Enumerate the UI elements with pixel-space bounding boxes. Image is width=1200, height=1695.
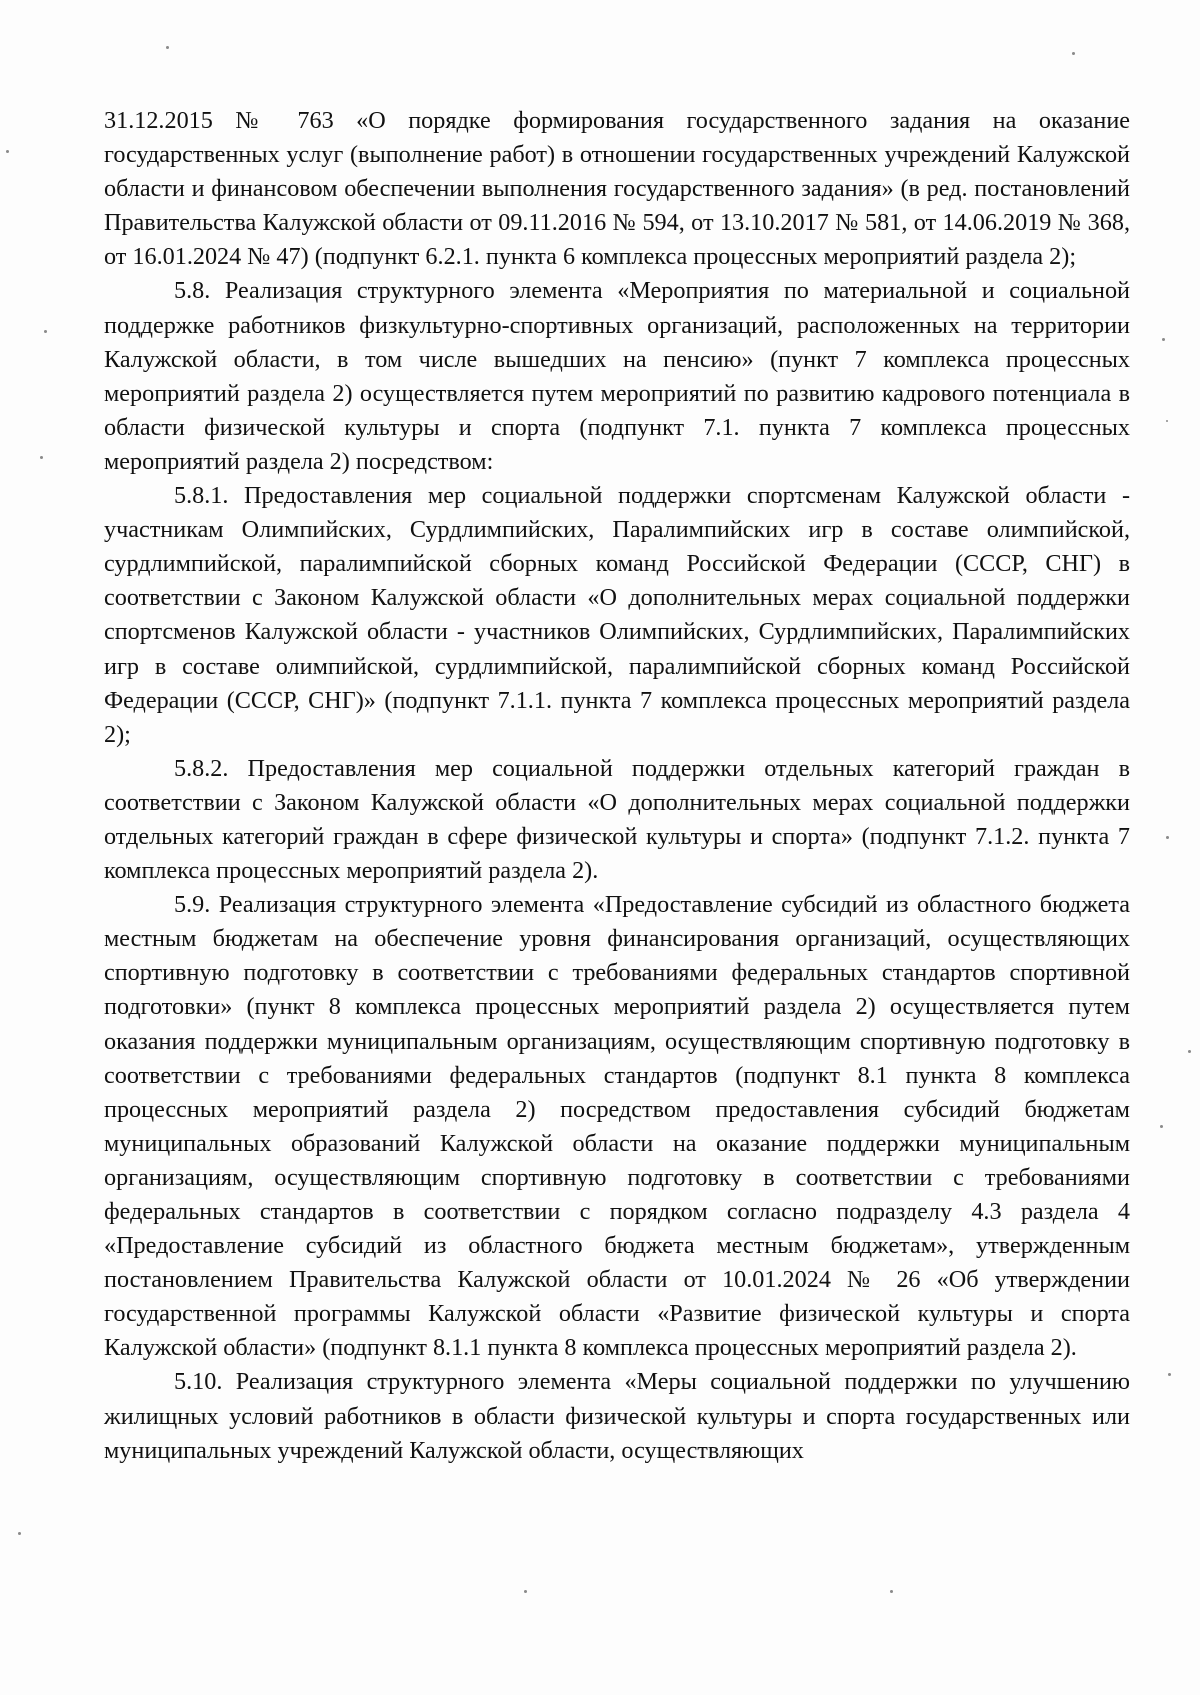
paragraph-5-8: 5.8. Реализация структурного элемента «Мероприятия по материальной и социальной поддержке работников физкультурно-спортивных организаций, расположенных на территории Калужской области, в том числе вышедших на пенсию» (пункт 7 комплекса процессных мероприятий раздела 2) осуществляется путем мероприятий по развитию кадрового потенциала в области физической культуры и спорта (подпункт 7.1. пункта 7 комплекса процессных мероприятий раздела 2) посредством: <box>104 277 1130 475</box>
scan-speck <box>1160 1125 1163 1128</box>
scan-speck <box>18 1532 21 1535</box>
paragraph-continuation: 31.12.2015 № 763 «О порядке формирования государственного задания на оказание государственных услуг (выполнение работ) в отношении государственных учреждений Калужской области и финансовом обеспечении выполнения государственного задания» (в ред. постановлений Правительства Калужской области от 09.11.2016 № 594, от 13.10.2017 № 581, от 14.06.2019 № 368, от 16.01.2024 № 47) (подпункт 6.2.1. пункта 6 комплекса процессных мероприятий раздела 2); <box>104 107 1130 271</box>
scan-speck <box>1166 420 1168 422</box>
scan-speck <box>1072 52 1075 55</box>
scan-speck <box>44 330 47 333</box>
scan-speck <box>6 150 9 153</box>
scan-speck <box>1188 1050 1191 1053</box>
paragraph-5-8-1: 5.8.1. Предоставления мер социальной поддержки спортсменам Калужской области - участникам Олимпийских, Сурдлимпийских, Паралимпийских игр в составе олимпийской, сурдлимпийской, паралимпийской сборных команд Российской Федерации (СССР, СНГ) в соответствии с Законом Калужской области «О дополнительных мерах социальной поддержки спортсменов Калужской области - участников Олимпийских, Сурдлимпийских, Паралимпийских игр в составе олимпийской, сурдлимпийской, паралимпийской сборных команд Российской Федерации (СССР, СНГ)» (подпункт 7.1.1. пункта 7 комплекса процессных мероприятий раздела 2); <box>104 482 1130 748</box>
scan-speck <box>1166 836 1169 839</box>
scan-speck <box>1168 1373 1171 1376</box>
paragraph-5-9: 5.9. Реализация структурного элемента «Предоставление субсидий из областного бюджета местным бюджетам на обеспечение уровня финансирования организаций, осуществляющих спортивную подготовку в соответствии с требованиями федеральных стандартов спортивной подготовки» (пункт 8 комплекса процессных мероприятий раздела 2) осуществляется путем оказания поддержки муниципальным организациям, осуществляющим спортивную подготовку в соответствии с требованиями федеральных стандартов (подпункт 8.1 пункта 8 комплекса процессных мероприятий раздела 2) посредством предоставления субсидий бюджетам муниципальных образований Калужской области на оказание поддержки муниципальным организациям, осуществляющим спортивную подготовку в соответствии с требованиями федеральных стандартов в соответствии с порядком согласно подразделу 4.3 раздела 4 «Предоставление субсидий из областного бюджета местным бюджетам», утвержденным постановлением Правительства Калужской области от 10.01.2024 № 26 «Об утверждении государственной программы Калужской области «Развитие физической культуры и спорта Калужской области» (подпункт 8.1.1 пункта 8 комплекса процессных мероприятий раздела 2). <box>104 891 1130 1362</box>
document-body <box>104 104 1130 1468</box>
paragraph-5-8-2: 5.8.2. Предоставления мер социальной поддержки отдельных категорий граждан в соответствии с Законом Калужской области «О дополнительных мерах социальной поддержки отдельных категорий граждан в сфере физической культуры и спорта» (подпункт 7.1.2. пункта 7 комплекса процессных мероприятий раздела 2). <box>104 754 1130 885</box>
scan-speck <box>166 46 169 49</box>
scan-speck <box>1162 338 1165 341</box>
paragraph-5-10: 5.10. Реализация структурного элемента «Меры социальной поддержки по улучшению жилищных условий работников в области физической культуры и спорта государственных или муниципальных учреждений Калужской области, осуществляющих <box>104 1368 1130 1464</box>
scan-speck <box>40 456 43 459</box>
scan-speck <box>890 1590 893 1593</box>
scan-speck <box>524 1590 527 1593</box>
